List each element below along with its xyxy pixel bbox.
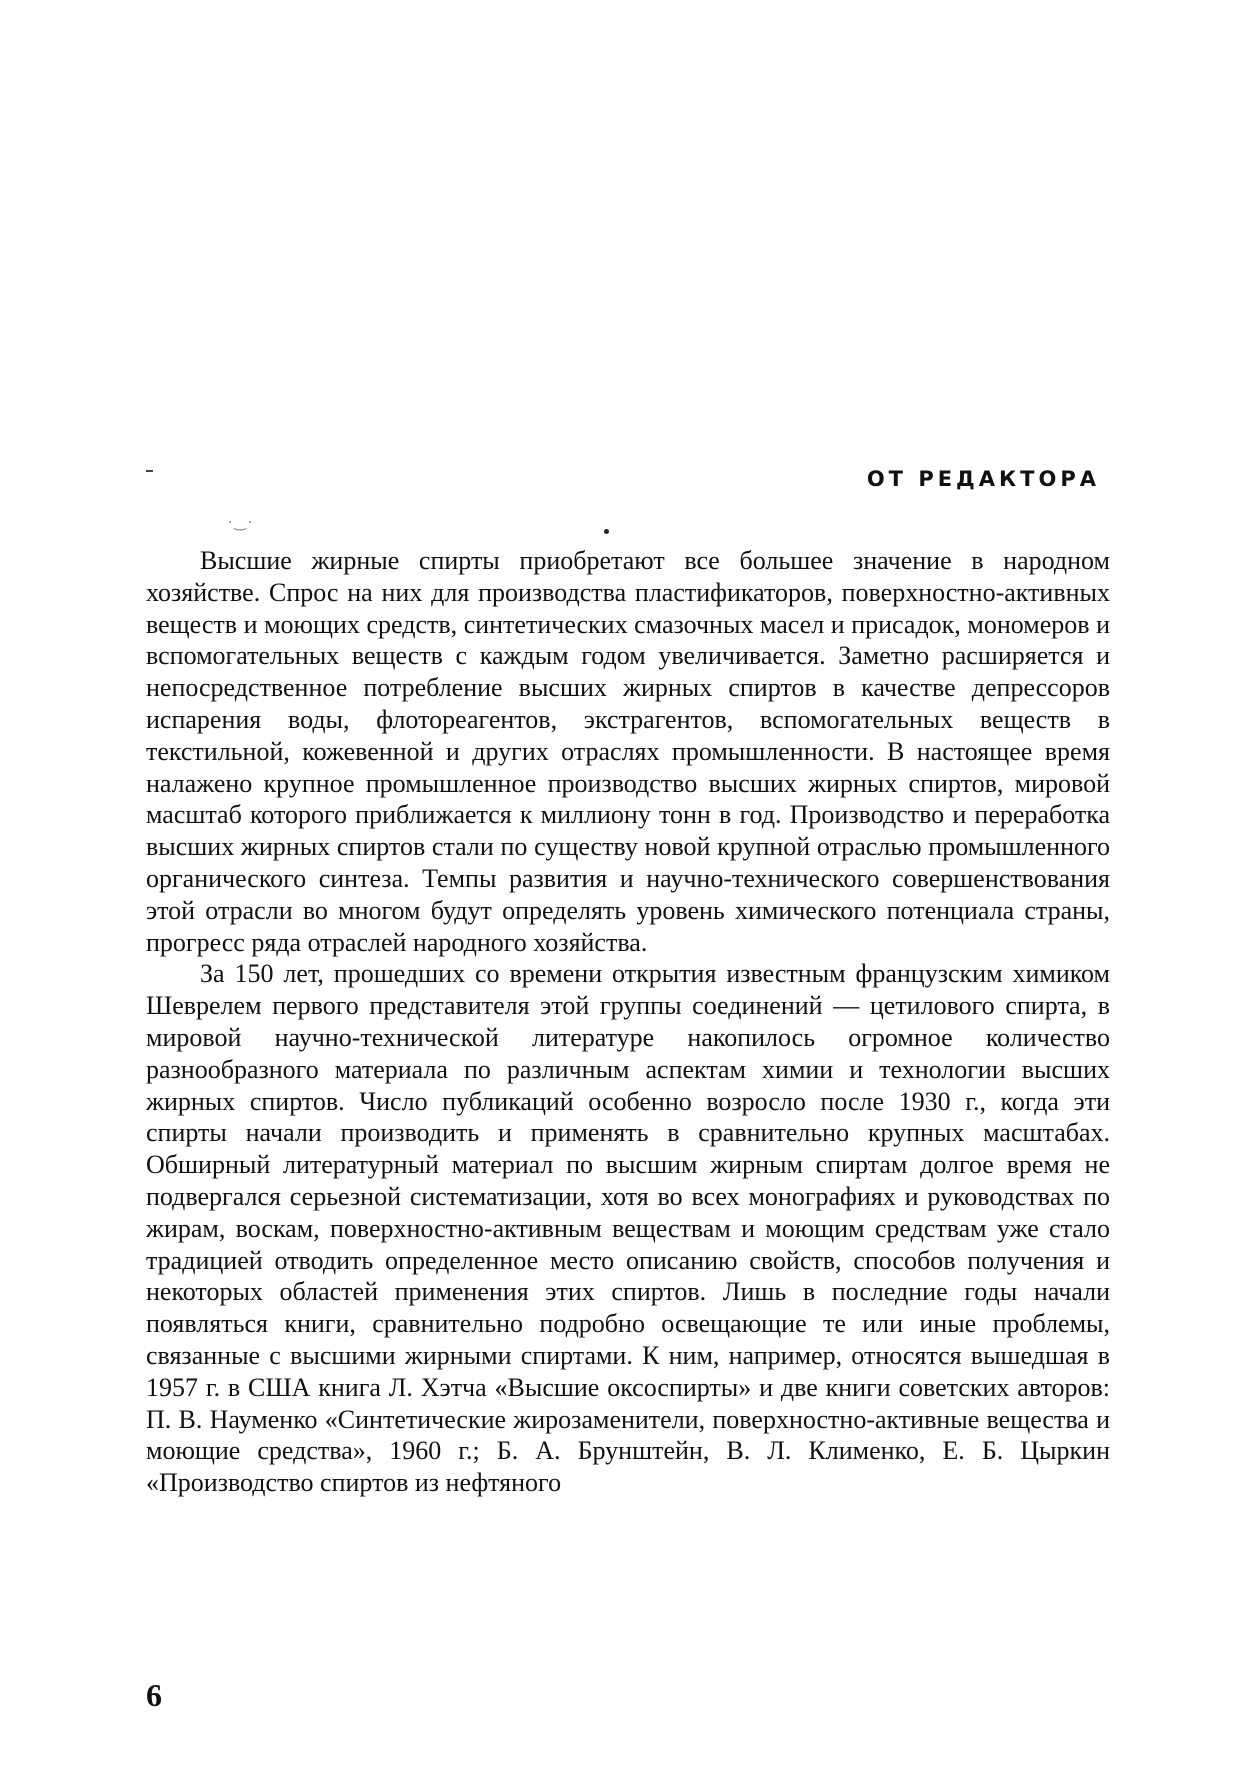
paragraph-2: За 150 лет, прошедших со времени открытия известным французским химиком Шеврелем первого представителя этой группы соединений — цетилового спирта, в мировой научно-технической литературе накопилось огромное количество разнообразного материала по различным аспектам химии и технологии высших жирных спиртов. Число публикаций особенно возросло после 1930 г., когда эти спирты начали производить и применять в сравнительно крупных масштабах. Обширный литературный материал по высшим жирным спиртам долгое время не подвергался серьезной систематизации, хотя во всех монографиях и руководствах по жирам, воскам, поверхностно-активным веществам и моющим средствам уже стало традицией отводить определенное место описанию свойств, способов получения и некоторых областей применения этих спиртов. Лишь в последние годы начали появляться книги, сравнительно подробно освещающие те или иные проблемы, связанные с высшими жирными спиртами. К ним, например, относятся вышедшая в 1957 г. в США книга Л. Хэтча «Высшие оксоспирты» и две книги советских авторов: П. В. Науменко «Синтетические жирозаменители, поверхностно-активные вещества и моющие средства», 1960 г.; Б. А. Брунштейн, В. Л. Клименко, Е. Б. Цыркин «Производство спиртов из нефтяного <box>146 959 1110 1498</box>
paragraph-1: Высшие жирные спирты приобретают все большее значение в народном хозяйстве. Спрос на них для производства пластификаторов, поверхностно-активных веществ и моющих средств, синтетических смазочных масел и присадок, мономеров и вспомогательных веществ с каждым годом увеличивается. Заметно расширяется и непосредственное потребление высших жирных спиртов в качестве депрессоров испарения воды, флотореагентов, экстрагентов, вспомогательных веществ в текстильной, кожевенной и других отраслях промышленности. В настоящее время налажено крупное промышленное производство высших жирных спиртов, мировой масштаб которого приближается к миллиону тонн в год. Производство и переработка высших жирных спиртов стали по существу новой крупной отраслью промышленного органического синтеза. Темпы развития и научно-технического совершенствования этой отрасли во многом будут определять уровень химического потенциала страны, прогресс ряда отраслей народного хозяйства. <box>146 546 1110 957</box>
section-heading: ОТ РЕДАКТОРА <box>866 467 1100 491</box>
scan-dot-mark <box>604 529 609 534</box>
scan-dash-mark <box>146 470 153 472</box>
scan-scratch-mark: ·‿· <box>228 515 255 531</box>
body-text <box>146 545 1110 1499</box>
page-number: 6 <box>146 1677 162 1713</box>
